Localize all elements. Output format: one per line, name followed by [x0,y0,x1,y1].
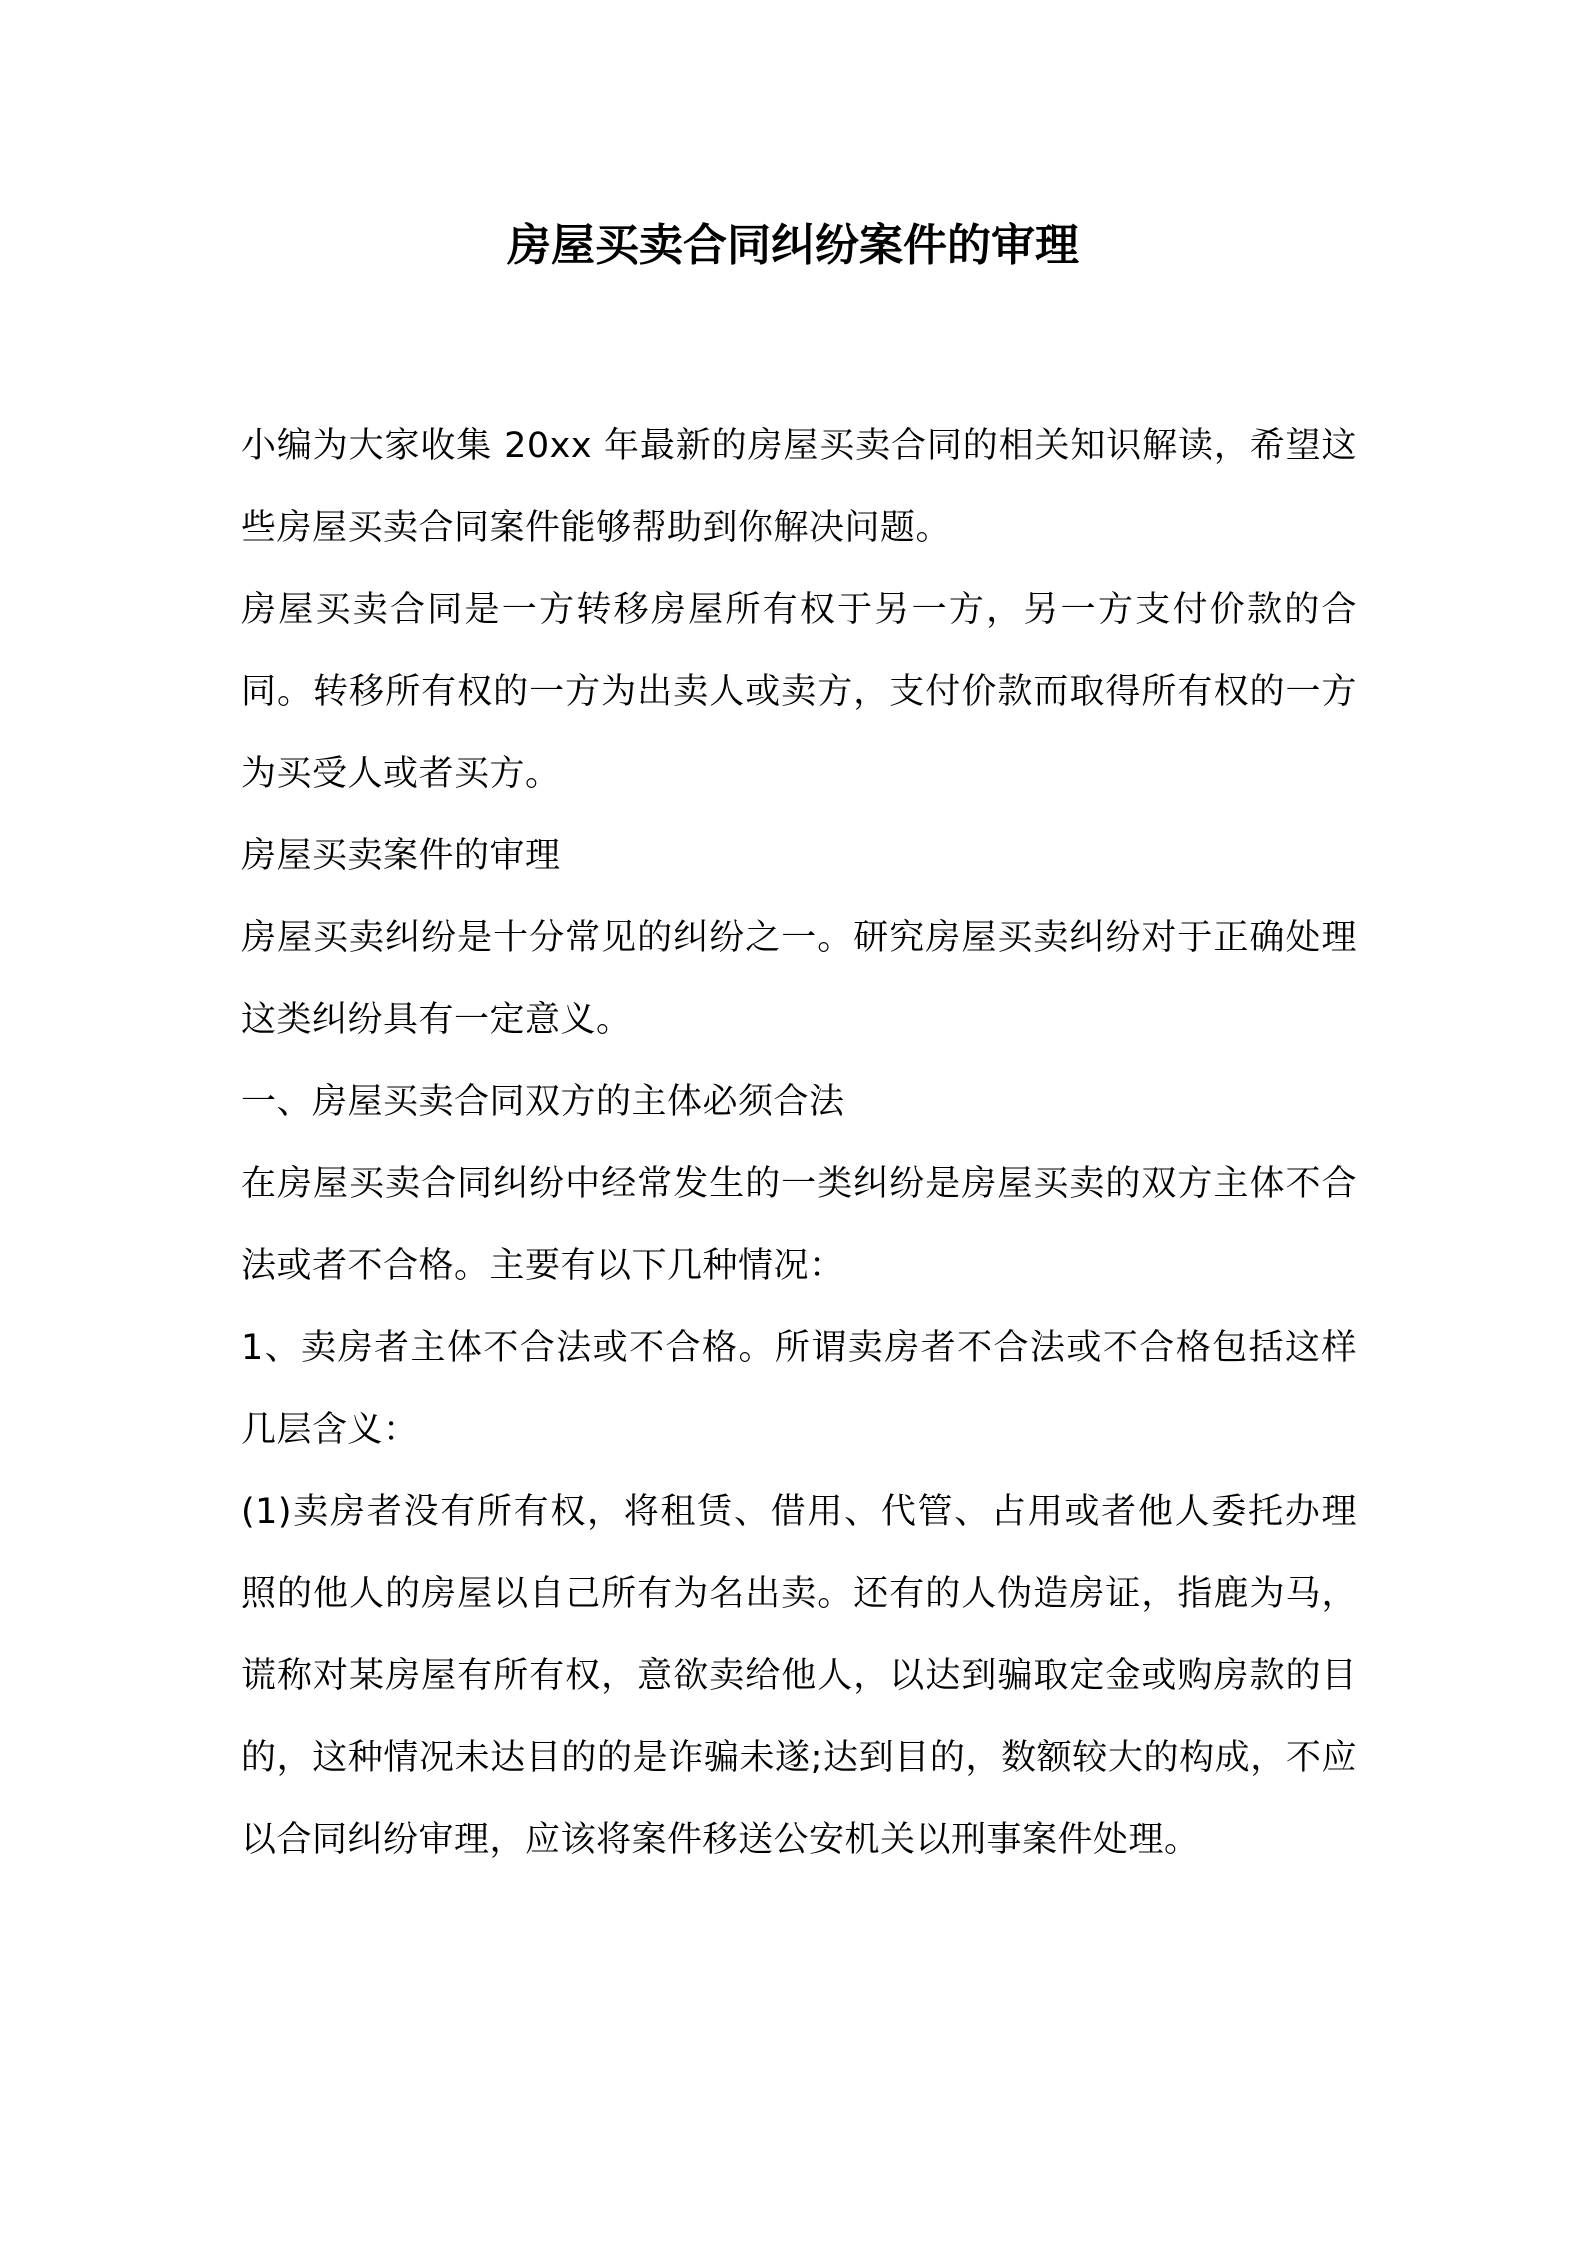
section-heading: 房屋买卖案件的审理 [241,836,561,876]
definition-paragraph: 房屋买卖合同是一方转移房屋所有权于另一方，另一方支付价款的合同。转移所有权的一方为出卖人或卖方，支付价款而取得所有权的一方为买受人或者买方。 [241,590,1357,794]
document-body [241,405,1357,1881]
point-1-paragraph: 1、卖房者主体不合法或不合格。所谓卖房者不合法或不合格包括这样几层含义： [241,1328,1357,1450]
section-intro-paragraph: 房屋买卖纠纷是十分常见的纠纷之一。研究房屋买卖纠纷对于正确处理这类纠纷具有一定意义。 [241,918,1357,1040]
subsection-paragraph: 在房屋买卖合同纠纷中经常发生的一类纠纷是房屋买卖的双方主体不合法或者不合格。主要有以下几种情况： [241,1164,1357,1286]
subsection-heading: 一、房屋买卖合同双方的主体必须合法 [241,1082,845,1122]
document-title: 房屋买卖合同纠纷案件的审理 [507,220,1079,271]
point-1-1-paragraph: (1)卖房者没有所有权，将租赁、借用、代管、占用或者他人委托办理照的他人的房屋以自己所有为名出卖。还有的人伪造房证，指鹿为马，谎称对某房屋有所有权，意欲卖给他人，以达到骗取定金或购房款的目的，这种情况未达目的的是诈骗未遂;达到目的，数额较大的构成，不应以合同纠纷审理，应该将案件移送公安机关以刑事案件处理。 [241,1492,1357,1860]
intro-paragraph: 小编为大家收集 20xx 年最新的房屋买卖合同的相关知识解读，希望这些房屋买卖合同案件能够帮助到你解决问题。 [241,426,1357,548]
